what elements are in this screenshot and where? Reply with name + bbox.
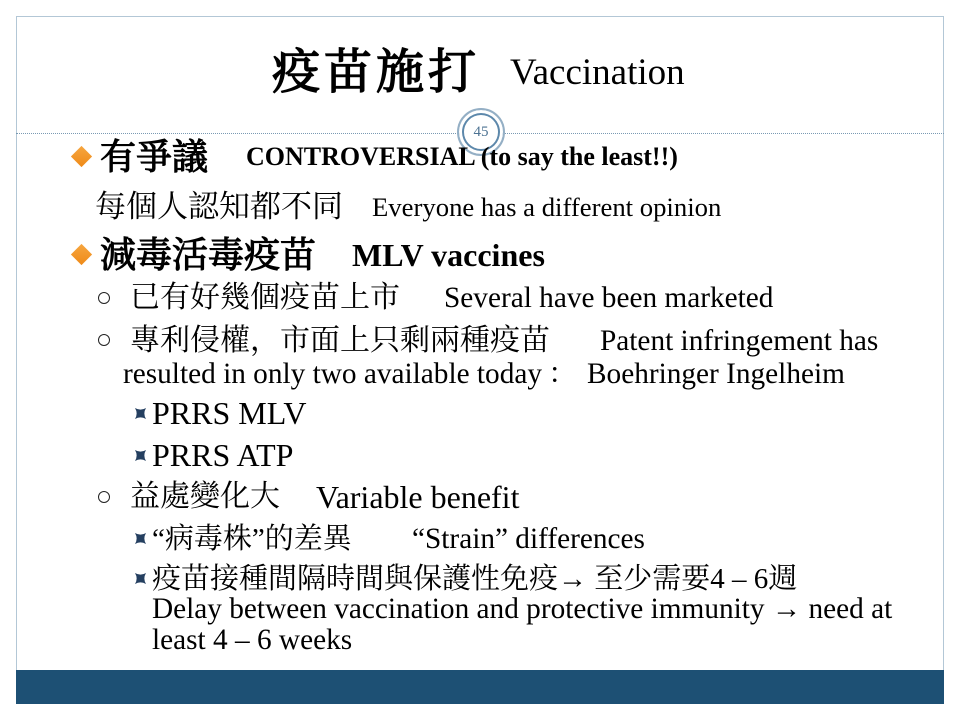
note-opinion bbox=[0, 185, 960, 229]
subbullet-patent-colon: ： bbox=[548, 358, 578, 390]
item-delay-zh: 疫苗接種間隔時間與保護性免疫→ 至少需要4 – 6週 bbox=[152, 563, 798, 595]
item-strain-en: “Strain” differences bbox=[412, 523, 645, 555]
slide-frame-top bbox=[16, 16, 944, 17]
footer-bar bbox=[16, 670, 944, 704]
product-item bbox=[0, 391, 960, 435]
product-prrs-atp: PRRS ATP bbox=[152, 437, 294, 473]
item-delay-en-line1: Delay between vaccination and protective immunity → need at bbox=[152, 593, 893, 625]
product-prrs-mlv: PRRS MLV bbox=[152, 395, 307, 431]
subbullet-patent-continued bbox=[0, 352, 960, 396]
subbullet-patent-en-line1: Patent infringement has bbox=[600, 325, 879, 357]
item-strain-zh: “病毒株”的差異 bbox=[152, 523, 352, 555]
bullet-mlv-vaccines bbox=[0, 233, 960, 277]
bullet-controversial-en: CONTROVERSIAL (to say the least!!) bbox=[246, 142, 678, 171]
bullet-controversial bbox=[0, 135, 960, 179]
note-opinion-zh: 每個人認知都不同 bbox=[95, 189, 343, 224]
item-delay-en-line2: least 4 – 6 weeks bbox=[152, 624, 353, 656]
bullet-controversial-zh: 有爭議 bbox=[100, 137, 209, 177]
item-strain bbox=[0, 517, 960, 561]
subbullet-marketed-en: Several have been marketed bbox=[444, 282, 774, 314]
slide-title bbox=[0, 43, 960, 103]
page-number-badge: 45 bbox=[457, 108, 505, 156]
note-opinion-en: Everyone has a different opinion bbox=[372, 192, 722, 222]
item-delay-en-line2-row bbox=[0, 618, 960, 662]
subbullet-benefit-en: Variable benefit bbox=[316, 479, 520, 515]
subbullet-benefit bbox=[0, 475, 960, 519]
subbullet-patent-zh: 專利侵權，市面上只剩兩種疫苗 bbox=[130, 324, 550, 357]
subbullet-marketed-zh: 已有好幾個疫苗上市 bbox=[130, 281, 400, 314]
bullet-mlv-zh: 減毒活毒疫苗 bbox=[100, 235, 317, 275]
subbullet-patent-en-line2: resulted in only two available today bbox=[123, 358, 542, 390]
bullet-mlv-en: MLV vaccines bbox=[352, 237, 545, 273]
subbullet-benefit-zh: 益處變化大 bbox=[130, 480, 280, 513]
subbullet-marketed bbox=[0, 276, 960, 320]
title-chinese: 疫苗施打 bbox=[272, 46, 481, 99]
title-english: Vaccination bbox=[510, 52, 685, 93]
product-item bbox=[0, 433, 960, 477]
subbullet-patent-company: Boehringer Ingelheim bbox=[587, 358, 845, 390]
